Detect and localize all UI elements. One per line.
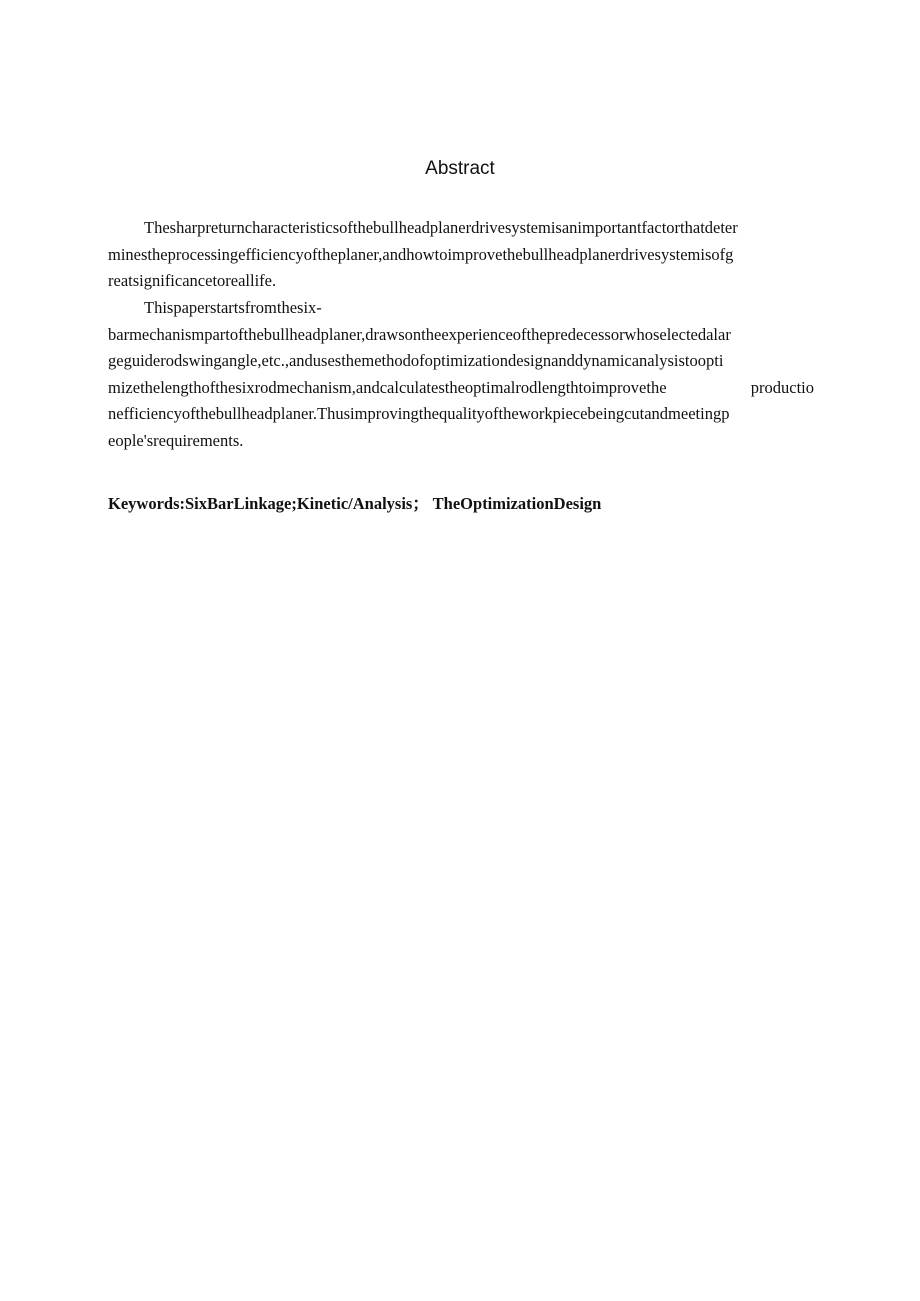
abstract-paragraph-1 (108, 215, 814, 295)
paragraph-line: nefficiencyofthebullheadplaner.Thusimprovingthequalityoftheworkpiecebeingcutandmeetingp (108, 404, 730, 423)
paragraph-line: Thesharpreturncharacteristicsofthebullheadplanerdrivesystemisanimportantfactorthatdeter (144, 218, 738, 237)
paragraph-line: reatsignificancetoreallife. (108, 271, 277, 290)
abstract-paragraph-2 (108, 295, 814, 454)
abstract-title: Abstract (425, 158, 495, 179)
paragraph-line: geguiderodswingangle,etc.,andusesthemethodofoptimizationdesignanddynamicanalysistoopti (108, 351, 724, 370)
keywords-line: Keywords:SixBarLinkage;Kinetic/Analysis； TheOptimizationDesign (108, 494, 602, 513)
paragraph-line: barmechanismpartofthebullheadplaner,drawsontheexperienceofthepredecessorwhoselectedalar (108, 324, 731, 344)
paragraph-line: eople'srequirements. (108, 430, 244, 450)
paragraph-line: mizethelengthofthesixrodmechanism,andcalculatestheoptimalrodlengthtoimprovethe productio (108, 377, 814, 397)
paragraph-line: Thispaperstartsfromthesix- (144, 298, 322, 317)
paragraph-line: minestheprocessingefficiencyoftheplaner,andhowtoimprovethebullheadplanerdrivesystemisofg (108, 244, 734, 264)
